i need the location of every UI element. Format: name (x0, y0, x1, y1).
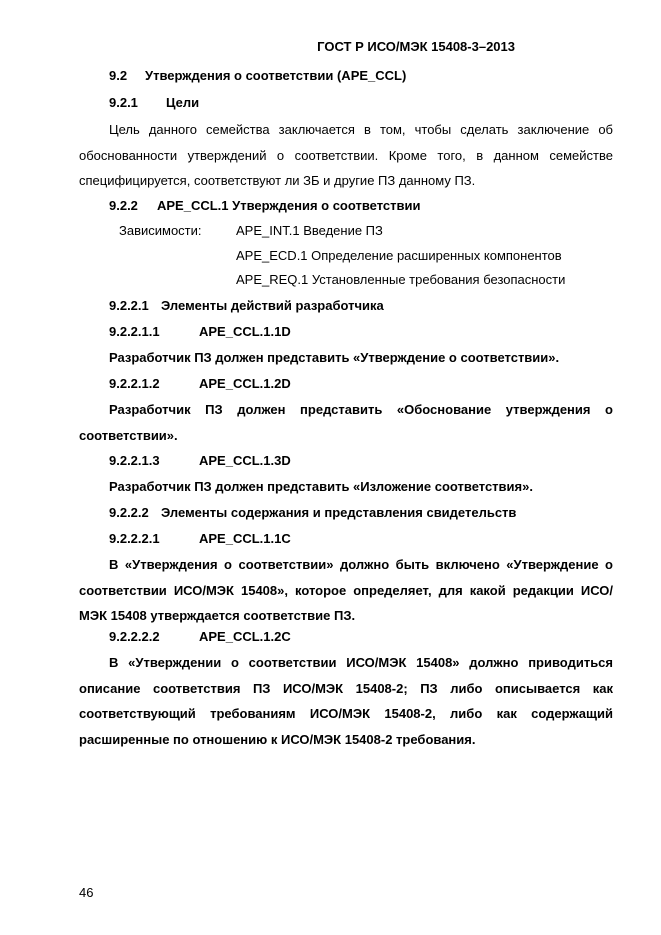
element-code: APE_CCL.1.1C (199, 531, 291, 546)
element-heading-3d (109, 453, 291, 468)
element-text: Разработчик ПЗ должен представить «Обоснование утверждения о соответствии». (79, 402, 613, 443)
element-number: 9.2.2.1.1 (109, 324, 160, 339)
element-code: APE_CCL.1.1D (199, 324, 291, 339)
section-number: 9.2 (109, 68, 128, 83)
section-9-2-2-heading (109, 198, 421, 213)
element-heading-2d (109, 376, 291, 391)
section-number: 9.2.2 (109, 198, 138, 213)
page-number: 46 (79, 885, 94, 900)
section-9-2-2-1-heading (109, 298, 384, 313)
dependency-item: APE_ECD.1 Определение расширенных компонентов (236, 248, 562, 263)
element-text: В «Утверждения о соответствии» должно быть включено «Утверждение о соответствии ИСО/МЭК 15408», которое определяет, для какой редакции ИСО/МЭК 15408 утверждается соответствие ПЗ. (79, 557, 613, 623)
element-number: 9.2.2.2.2 (109, 629, 160, 644)
element-text-2d (79, 397, 613, 448)
element-text: В «Утверждении о соответствии ИСО/МЭК 15408» должно приводиться описание соответствия ПЗ ИСО/МЭК 15408-2; ПЗ либо описывается как соответствующий требованиям ИСО/МЭК 15408-2, либо как содержащий расширенные по отношению к ИСО/МЭК 15408-2 требования. (79, 655, 613, 747)
goals-text: Цель данного семейства заключается в том, чтобы сделать заключение об обоснованности утверждений о соответствии. Кроме того, в данном семействе специфицируется, соответствуют ли ЗБ и другие ПЗ данному ПЗ. (79, 122, 613, 188)
section-number: 9.2.2.1 (109, 298, 149, 313)
section-title: Элементы содержания и представления свидетельств (161, 505, 517, 520)
dependency-item: APE_REQ.1 Установленные требования безопасности (236, 272, 566, 287)
element-code: APE_CCL.1.2C (199, 629, 291, 644)
dependencies-label: Зависимости: (119, 223, 202, 238)
element-number: 9.2.2.1.2 (109, 376, 160, 391)
element-heading-1c (109, 531, 291, 546)
element-heading-2c (109, 629, 291, 644)
element-text-2c (79, 650, 613, 752)
element-code: APE_CCL.1.3D (199, 453, 291, 468)
dependency-item: APE_INT.1 Введение ПЗ (236, 223, 383, 238)
section-title: Цели (166, 95, 200, 110)
element-number: 9.2.2.1.3 (109, 453, 160, 468)
element-code: APE_CCL.1.2D (199, 376, 291, 391)
element-text-1d (79, 345, 613, 371)
section-9-2-2-2-heading (109, 505, 516, 520)
element-text-3d (79, 474, 613, 500)
element-text-1c (79, 552, 613, 629)
goals-paragraph (79, 117, 613, 194)
section-number: 9.2.1 (109, 95, 138, 110)
element-heading-1d (109, 324, 291, 339)
section-title: Утверждения о соответствии (APE_CCL) (145, 68, 407, 83)
element-text: Разработчик ПЗ должен представить «Изложение соответствия». (109, 479, 533, 494)
section-9-2-heading (109, 68, 406, 83)
section-number: 9.2.2.2 (109, 505, 149, 520)
element-text: Разработчик ПЗ должен представить «Утверждение о соответствии». (109, 350, 560, 365)
section-9-2-1-heading (109, 95, 199, 110)
section-title: APE_CCL.1 Утверждения о соответствии (157, 198, 421, 213)
element-number: 9.2.2.2.1 (109, 531, 160, 546)
document-header: ГОСТ Р ИСО/МЭК 15408-3–2013 (317, 39, 515, 54)
section-title: Элементы действий разработчика (161, 298, 384, 313)
